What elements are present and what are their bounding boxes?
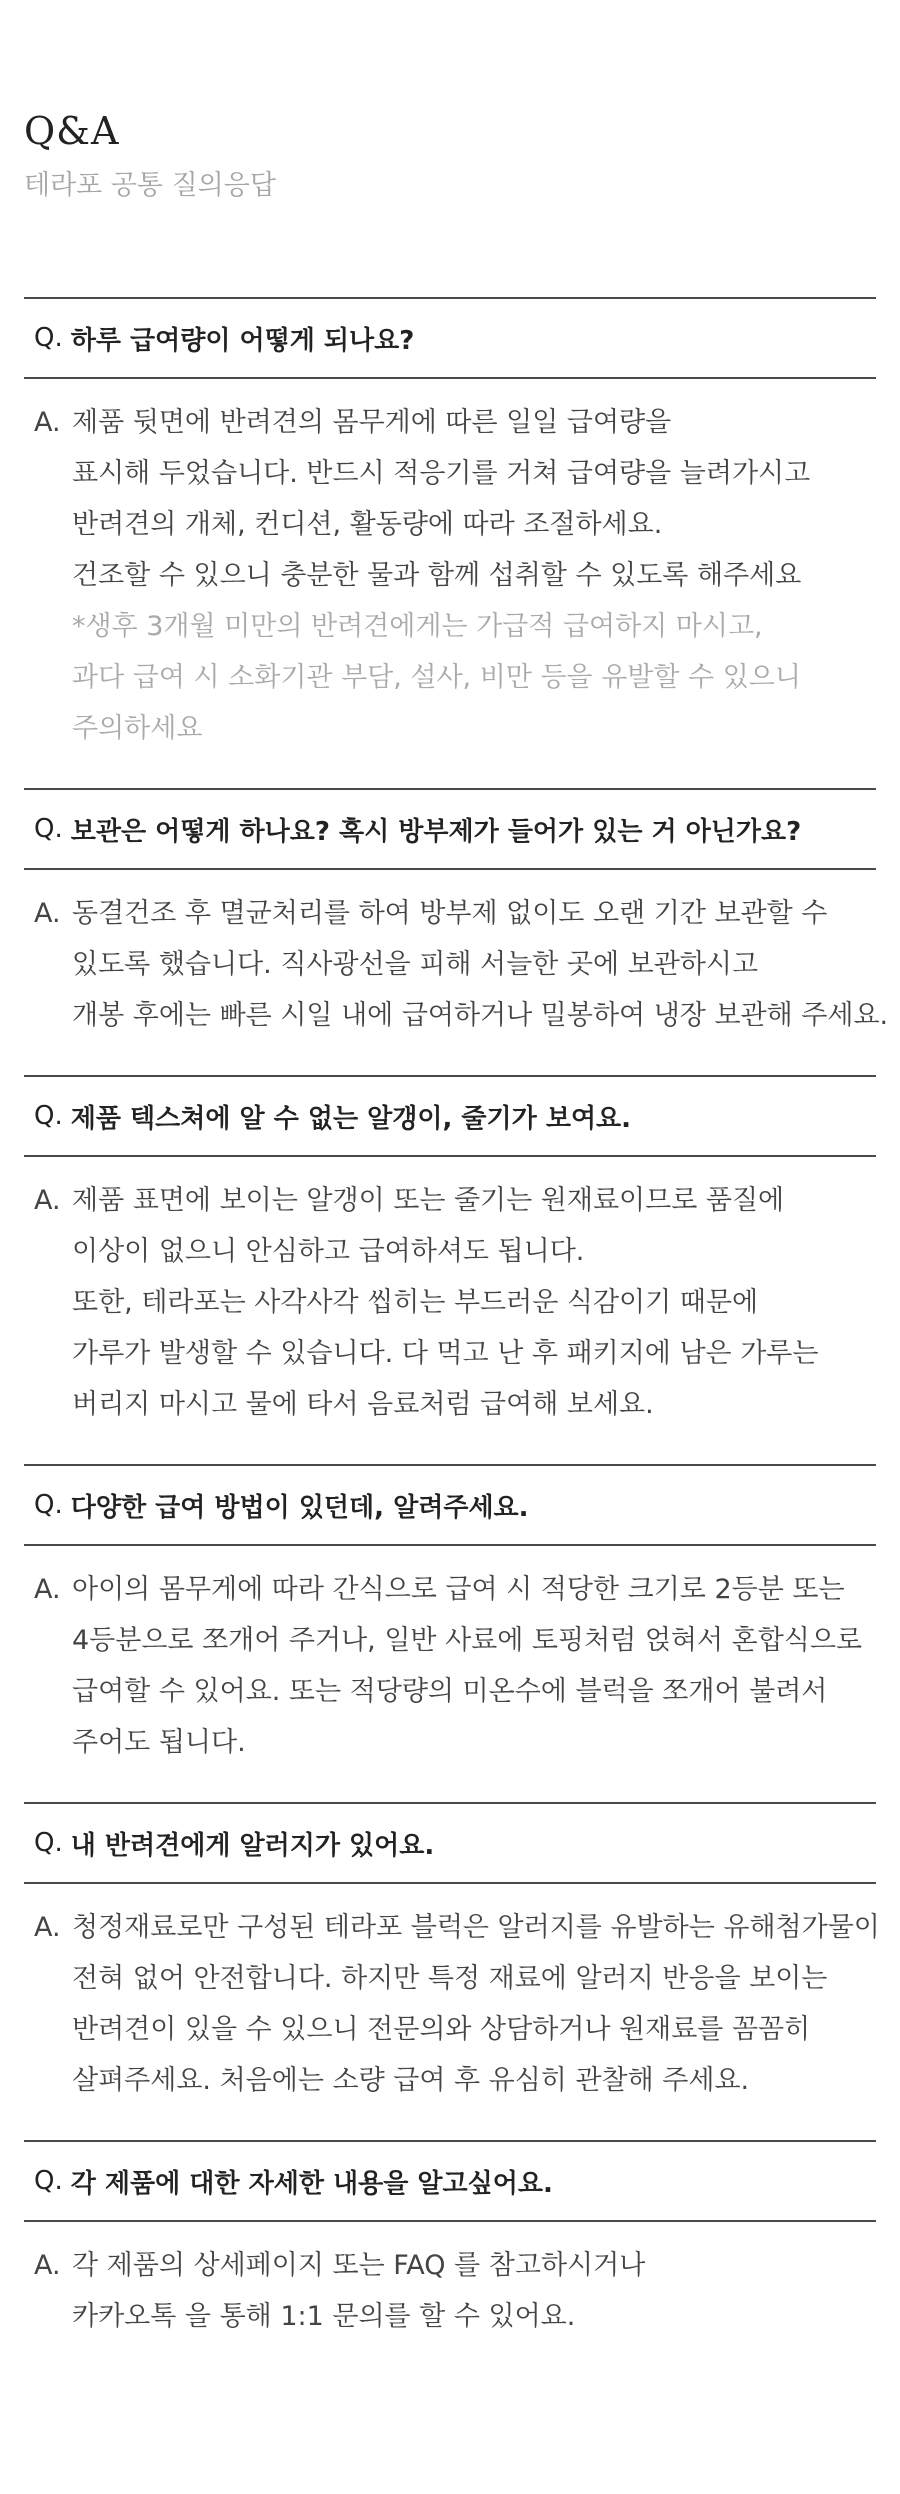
qa-item [24, 1802, 880, 2140]
answer-line: 살펴주세요. 처음에는 소량 급여 후 유심히 관찰해 주세요. [72, 2065, 750, 2096]
question-text: 다양한 급여 방법이 있던데, 알려주세요. [70, 1492, 529, 1523]
answer-line: 있도록 했습니다. 직사광선을 피해 서늘한 곳에 보관하시고 [72, 949, 759, 980]
question-prefix: Q. [34, 2166, 63, 2196]
answer-text [72, 1564, 876, 1768]
answer-line: 전혀 없어 안전합니다. 하지만 특정 재료에 알러지 반응을 보이는 [72, 1963, 828, 1994]
answer-line: 급여할 수 있어요. 또는 적당량의 미온수에 블럭을 쪼개어 불려서 [72, 1676, 828, 1707]
page-title: Q&A [24, 109, 120, 153]
question-text: 제품 텍스쳐에 알 수 없는 알갱이, 줄기가 보여요. [70, 1103, 632, 1134]
answer-line: 표시해 두었습니다. 반드시 적응기를 거쳐 급여량을 늘려가시고 [72, 458, 811, 489]
answer-line: 건조할 수 있으니 충분한 물과 함께 섭취할 수 있도록 해주세요 [72, 560, 802, 591]
qa-list [24, 297, 889, 2376]
question-row [24, 1466, 876, 1546]
answer-block [24, 870, 889, 1075]
answer-line: 각 제품의 상세페이지 또는 FAQ 를 참고하시거나 [72, 2250, 646, 2281]
question-text: 보관은 어떻게 하나요? 혹시 방부제가 들어가 있는 거 아닌가요? [70, 816, 802, 847]
answer-note-line: *생후 3개월 미만의 반려견에게는 가급적 급여하지 마시고, [72, 611, 763, 642]
qa-item [24, 2140, 876, 2376]
answer-line: 이상이 없으니 안심하고 급여하셔도 됩니다. [72, 1236, 585, 1267]
answer-note-line: 주의하세요 [72, 713, 203, 744]
question-row [24, 1077, 876, 1157]
answer-line: 버리지 마시고 물에 타서 음료처럼 급여해 보세요. [72, 1389, 654, 1420]
question-row [24, 2142, 876, 2222]
answer-line: 또한, 테라포는 사각사각 씹히는 부드러운 식감이기 때문에 [72, 1287, 759, 1318]
answer-text [72, 1175, 876, 1430]
answer-line: 반려견의 개체, 컨디션, 활동량에 따라 조절하세요. [72, 509, 663, 540]
question-prefix: Q. [34, 1101, 63, 1131]
answer-block [24, 1884, 880, 2140]
answer-prefix: A. [34, 2250, 61, 2281]
answer-line: 아이의 몸무게에 따라 간식으로 급여 시 적당한 크기로 2등분 또는 [72, 1574, 845, 1605]
question-row [24, 299, 876, 379]
answer-prefix: A. [34, 407, 61, 438]
question-prefix: Q. [34, 323, 63, 353]
answer-line: 청정재료로만 구성된 테라포 블럭은 알러지를 유발하는 유해첨가물이 [72, 1912, 880, 1943]
qa-item [24, 788, 889, 1075]
answer-prefix: A. [34, 1912, 61, 1943]
answer-text [72, 2240, 876, 2342]
answer-note-line: 과다 급여 시 소화기관 부담, 설사, 비만 등을 유발할 수 있으니 [72, 662, 801, 693]
answer-text [72, 1902, 880, 2106]
answer-line: 주어도 됩니다. [72, 1727, 246, 1758]
answer-block [24, 2222, 876, 2376]
question-text: 하루 급여량이 어떻게 되나요? [70, 325, 415, 356]
answer-block [24, 1157, 876, 1464]
question-row [24, 1804, 876, 1884]
answer-line: 제품 표면에 보이는 알갱이 또는 줄기는 원재료이므로 품질에 [72, 1185, 785, 1216]
answer-line: 동결건조 후 멸균처리를 하여 방부제 없이도 오랜 기간 보관할 수 [72, 898, 828, 929]
question-prefix: Q. [34, 814, 63, 844]
qa-item [24, 1075, 876, 1464]
answer-text [72, 888, 888, 1041]
answer-prefix: A. [34, 898, 61, 929]
question-text: 각 제품에 대한 자세한 내용을 알고싶어요. [70, 2168, 553, 2199]
answer-prefix: A. [34, 1574, 61, 1605]
answer-line: 카카오톡 을 통해 1:1 문의를 할 수 있어요. [72, 2301, 576, 2332]
answer-line: 4등분으로 쪼개어 주거나, 일반 사료에 토핑처럼 얹혀서 혼합식으로 [72, 1625, 863, 1656]
qa-item [24, 1464, 876, 1802]
question-text: 내 반려견에게 알러지가 있어요. [70, 1830, 435, 1861]
answer-line: 개봉 후에는 빠른 시일 내에 급여하거나 밀봉하여 냉장 보관해 주세요. [72, 1000, 889, 1031]
page-subtitle: 테라포 공통 질의응답 [24, 170, 276, 201]
question-prefix: Q. [34, 1490, 63, 1520]
page-header [24, 109, 276, 201]
answer-text [72, 397, 876, 754]
answer-block [24, 379, 876, 788]
answer-line: 반려견이 있을 수 있으니 전문의와 상담하거나 원재료를 꼼꼼히 [72, 2014, 811, 2045]
question-row [24, 790, 876, 870]
answer-block [24, 1546, 876, 1802]
qa-item [24, 297, 876, 788]
question-prefix: Q. [34, 1828, 63, 1858]
answer-line: 제품 뒷면에 반려견의 몸무게에 따른 일일 급여량을 [72, 407, 672, 438]
answer-line: 가루가 발생할 수 있습니다. 다 먹고 난 후 패키지에 남은 가루는 [72, 1338, 819, 1369]
answer-prefix: A. [34, 1185, 61, 1216]
